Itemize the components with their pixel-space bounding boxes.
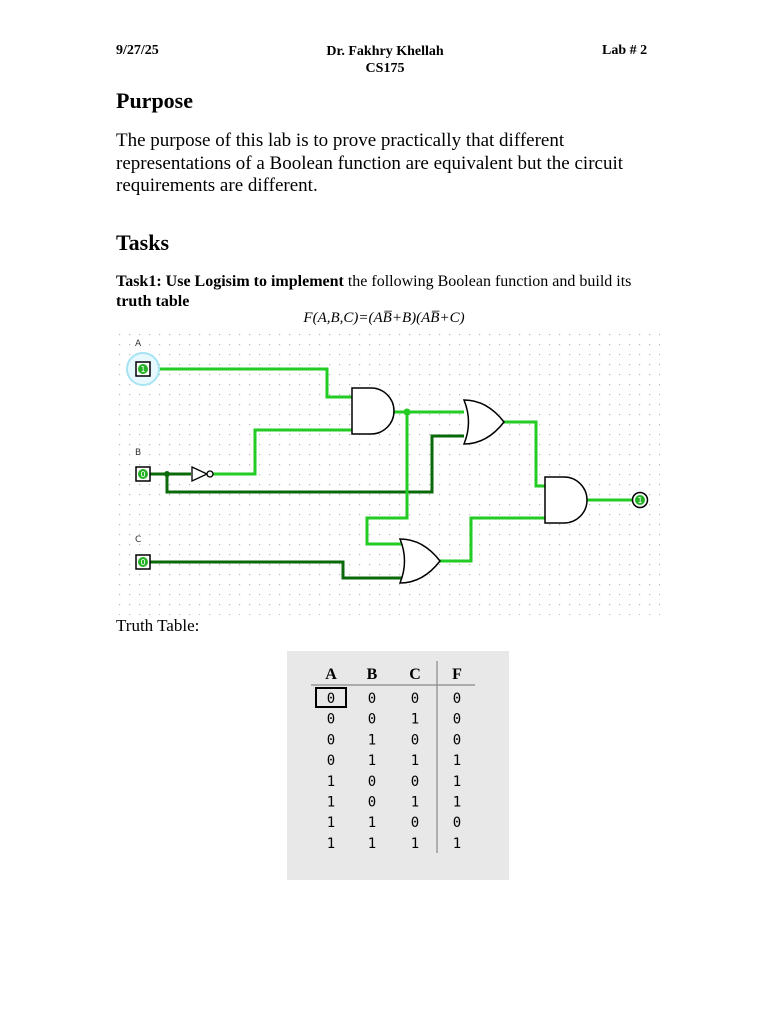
- truth-table-cell[interactable]: 0: [410, 732, 420, 749]
- truth-table-row: [327, 815, 461, 831]
- truth-table-cell[interactable]: 0: [326, 691, 336, 707]
- purpose-heading: Purpose: [116, 88, 193, 113]
- truth-table-cell[interactable]: 1: [410, 753, 420, 770]
- truth-table-row: [327, 795, 461, 811]
- truth-table-cell[interactable]: 1: [367, 815, 377, 832]
- purpose-paragraph: The purpose of this lab is to prove practically that different representations of a Boolean function are equivalent but the circuit requirements are different.: [116, 130, 624, 196]
- task1-instructions: [116, 272, 656, 312]
- truth-table-cell[interactable]: 0: [410, 691, 420, 707]
- truth-table-row: [327, 774, 461, 790]
- truth-table-cell[interactable]: 1: [326, 835, 336, 852]
- truth-table-cell[interactable]: 0: [326, 753, 336, 770]
- truth-table-cell[interactable]: 1: [452, 773, 462, 790]
- truth-table-cell[interactable]: 0: [452, 711, 462, 728]
- truth-table-cell[interactable]: 1: [410, 835, 420, 852]
- truth-table-cell[interactable]: 1: [367, 835, 377, 852]
- truth-table-cell[interactable]: 0: [452, 732, 462, 749]
- truth-table-cell[interactable]: 1: [326, 815, 336, 832]
- truth-table: [287, 651, 509, 880]
- header-date: 9/27/25: [116, 43, 159, 58]
- input-pin-b-value: 0: [140, 470, 146, 479]
- truth-table-cell[interactable]: 1: [326, 794, 336, 811]
- truth-table-row: [327, 712, 461, 728]
- input-pin-c-value: 0: [140, 558, 146, 567]
- truth-table-cell[interactable]: 0: [452, 815, 462, 832]
- truth-table-cell[interactable]: 0: [326, 732, 336, 749]
- truth-table-cell[interactable]: 1: [452, 753, 462, 770]
- not-gate-bubble: [207, 471, 213, 477]
- output-pin-f-value: 1: [637, 496, 643, 505]
- truth-table-header-f: F: [452, 666, 462, 683]
- truth-table-header-c: C: [409, 666, 421, 683]
- wire-junction-and1: [404, 409, 411, 416]
- truth-table-cell[interactable]: 0: [452, 691, 462, 707]
- truth-table-header-a: A: [325, 666, 337, 683]
- input-label-c: C: [135, 535, 142, 545]
- header-author-course: [280, 43, 490, 77]
- input-pin-a-value: 1: [140, 365, 146, 374]
- and-gate-1[interactable]: [352, 388, 394, 434]
- truth-table-cell[interactable]: 1: [367, 753, 377, 770]
- task1-bold-lead: Task1: Use Logisim to implement: [116, 273, 344, 290]
- truth-table-cell[interactable]: 1: [367, 732, 377, 749]
- truth-table-cell[interactable]: 0: [367, 691, 377, 707]
- input-label-a: A: [135, 339, 142, 349]
- truth-table-cell[interactable]: 1: [326, 773, 336, 790]
- truth-table-row: [327, 836, 461, 852]
- truth-table-panel: [287, 651, 509, 880]
- header-author: Dr. Fakhry Khellah: [326, 44, 444, 59]
- task1-bold-truth-table: truth table: [116, 293, 190, 310]
- header-course: CS175: [365, 61, 405, 76]
- truth-table-label: Truth Table:: [116, 616, 200, 635]
- truth-table-cell[interactable]: 0: [367, 711, 377, 728]
- truth-table-cell[interactable]: 1: [452, 835, 462, 852]
- truth-table-cell[interactable]: 0: [410, 815, 420, 832]
- input-label-b: B: [135, 448, 142, 458]
- truth-table-row: [327, 753, 461, 769]
- truth-table-cell[interactable]: 1: [410, 711, 420, 728]
- task1-text: the following Boolean function and build its: [343, 273, 632, 290]
- truth-table-cell[interactable]: 1: [452, 794, 462, 811]
- truth-table-row: [327, 732, 461, 748]
- truth-table-cell[interactable]: 0: [410, 773, 420, 790]
- tasks-heading: Tasks: [116, 230, 170, 255]
- and-gate-2[interactable]: [545, 477, 587, 523]
- header-lab-number: Lab # 2: [602, 43, 648, 58]
- logisim-circuit-canvas: [115, 330, 660, 615]
- wire-junction-b: [164, 471, 170, 477]
- truth-table-cell[interactable]: 0: [367, 794, 377, 811]
- truth-table-cell[interactable]: 1: [410, 794, 420, 811]
- boolean-formula: F(A,B,C)=(AB̅+B)(AB̅+C): [303, 310, 465, 326]
- truth-table-cell[interactable]: 0: [326, 711, 336, 728]
- truth-table-cell[interactable]: 0: [367, 773, 377, 790]
- truth-table-header-b: B: [366, 666, 378, 683]
